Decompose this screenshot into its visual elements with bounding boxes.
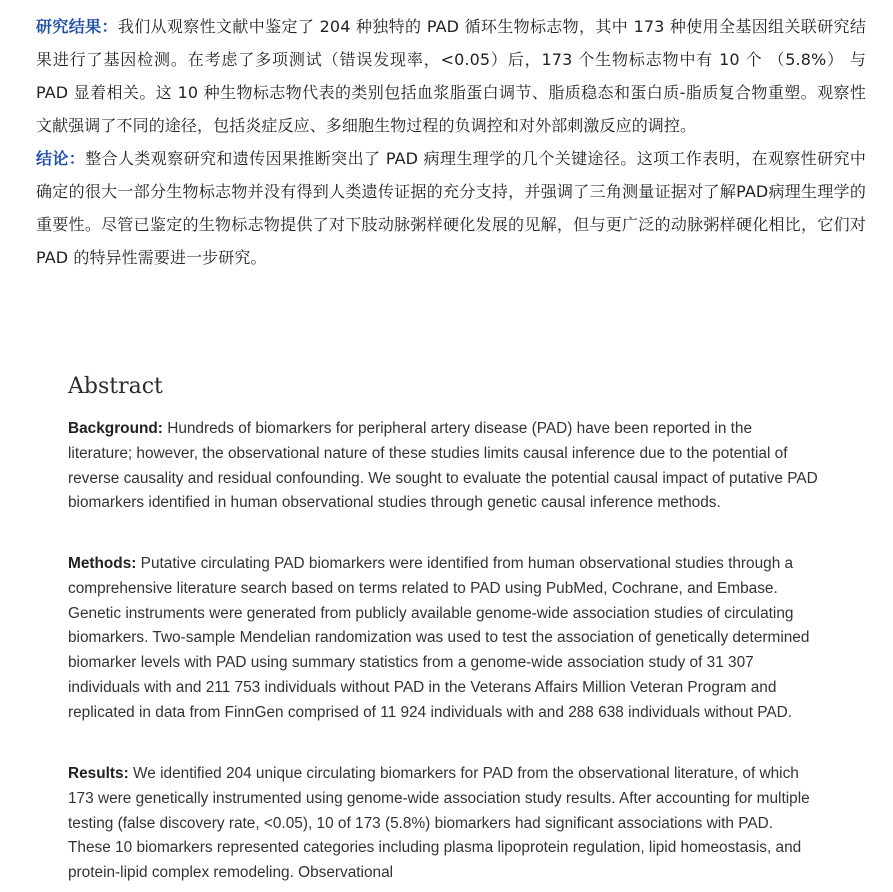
abstract-results-paragraph: [68, 762, 818, 886]
cn-results-text: 我们从观察性文献中鉴定了 204 种独特的 PAD 循环生物标志物，其中 173 种使用全基因组关联研究结果进行了基因检测。在考虑了多项测试（错误发现率，<0.05）后，173 个生物标志物中有 10 个 （5.8%） 与 PAD 显着相关。这 10 种生物标志物代表的类别包括血浆脂蛋白调节、脂质稳态和蛋白质-脂质复合物重塑。观察性文献强调了不同的途径，包括炎症反应、多细胞生物过程的负调控和对外部刺激反应的调控。: [36, 17, 866, 135]
abstract-heading: Abstract: [68, 374, 163, 399]
cn-conclusion-text: 整合人类观察研究和遗传因果推断突出了 PAD 病理生理学的几个关键途径。这项工作表明，在观察性研究中确定的很大一部分生物标志物并没有得到人类遗传证据的充分支持，并强调了三角测量证据对了解PAD病理生理学的重要性。尽管已鉴定的生物标志物提供了对下肢动脉粥样硬化发展的见解，但与更广泛的动脉粥样硬化相比，它们对 PAD 的特异性需要进一步研究。: [36, 149, 866, 267]
abstract-methods-text: Putative circulating PAD biomarkers were identified from human observational studies through a comprehensive literature search based on terms related to PAD using PubMed, Cochrane, and Embase. Genetic instruments were generated from publicly available genome-wide association studies of circulating biomarkers. Two-sample Mendelian randomization was used to test the association of genetically determined biomarker levels with PAD using summary statistics from a genome-wide association study of 31 307 individuals with and 211 753 individuals without PAD in the Veterans Affairs Million Veteran Program and replicated in data from FinnGen comprised of 11 924 individuals with and 288 638 individuals without PAD.: [68, 555, 810, 721]
abstract-results-label: Results:: [68, 765, 129, 782]
abstract-results-text: We identified 204 unique circulating biomarkers for PAD from the observational literature, of which 173 were genetically instrumented using genome-wide association study results. After accounting for multiple testing (false discovery rate, <0.05), 10 of 173 (5.8%) biomarkers had significant associations with PAD. These 10 biomarkers represented categories including plasma lipoprotein regulation, lipid homeostasis, and protein-lipid complex remodeling. Observational: [68, 765, 810, 882]
cn-conclusion-label: 结论：: [36, 149, 86, 168]
abstract-screenshot: [60, 360, 820, 892]
abstract-background-text: Hundreds of biomarkers for peripheral artery disease (PAD) have been reported in the literature; however, the observational nature of these studies limits causal inference due to the potential of reverse causality and residual confounding. We sought to evaluate the potential causal impact of putative PAD biomarkers identified in human observational studies through genetic causal inference methods.: [68, 420, 818, 512]
abstract-methods-label: Methods:: [68, 555, 137, 572]
cn-results-paragraph: [36, 10, 866, 142]
abstract-background-label: Background:: [68, 420, 163, 437]
cn-conclusion-paragraph: [36, 142, 866, 274]
abstract-background-paragraph: [68, 417, 818, 516]
cn-results-label: 研究结果：: [36, 17, 118, 36]
chinese-summary: [36, 10, 866, 274]
abstract-methods-paragraph: [68, 552, 818, 726]
